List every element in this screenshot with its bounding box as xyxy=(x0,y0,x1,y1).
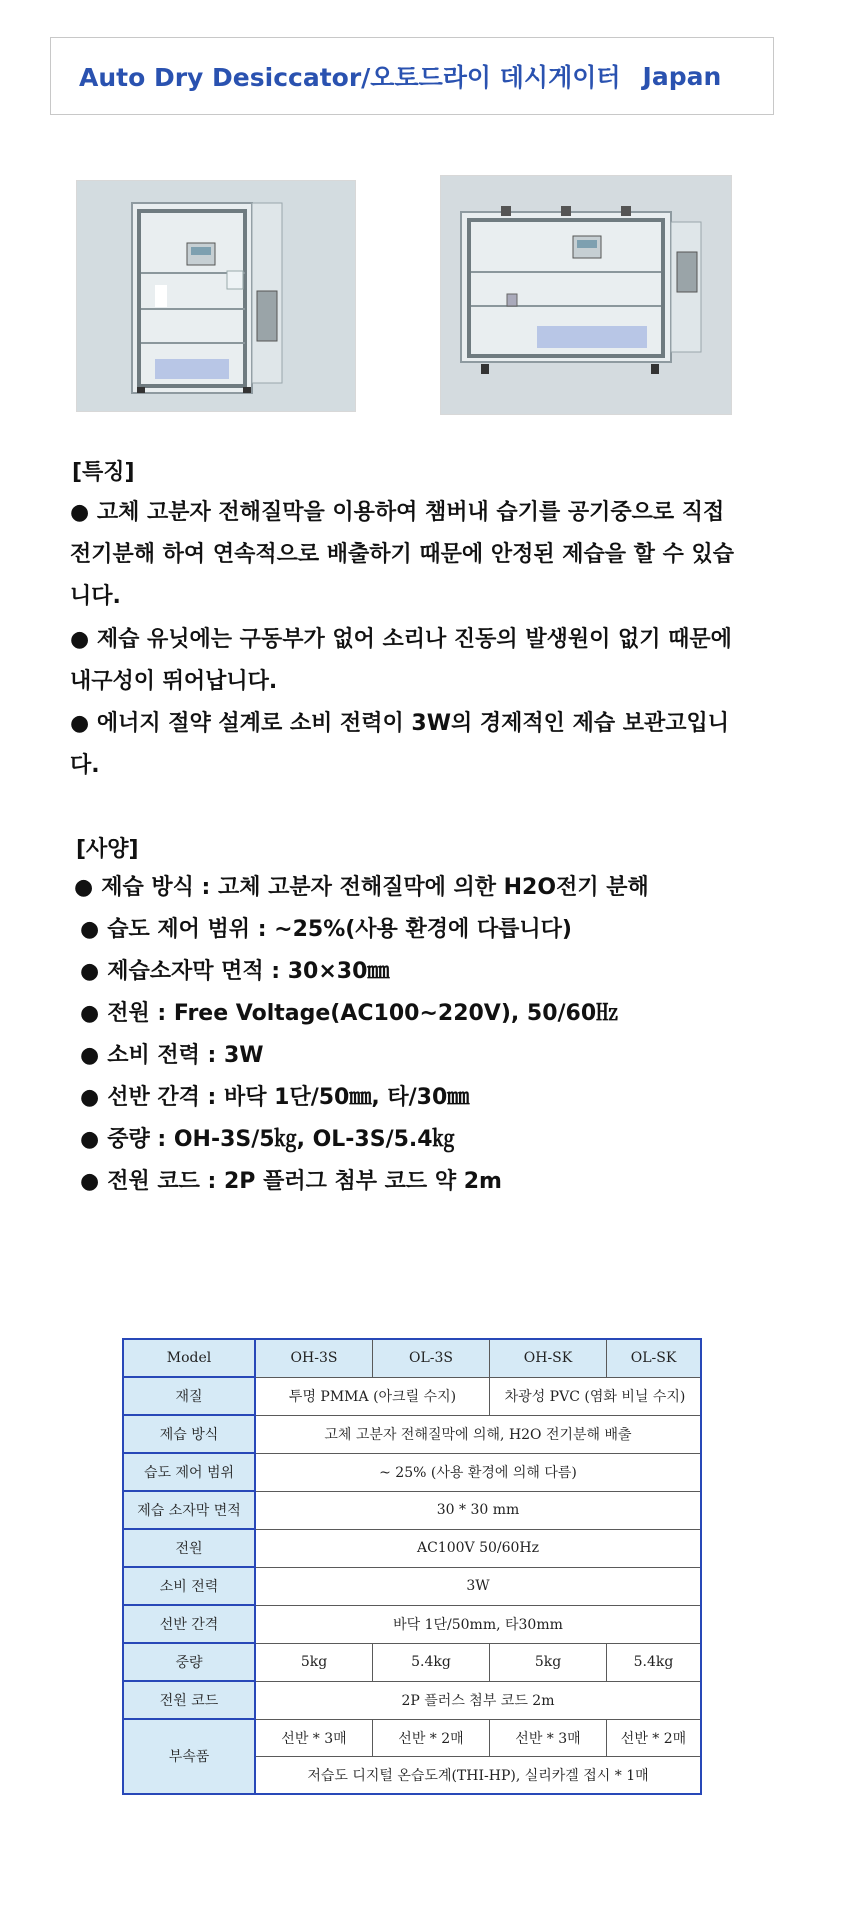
table-row xyxy=(123,1605,701,1643)
table-row xyxy=(123,1719,701,1756)
bullet-icon: ● xyxy=(80,1085,100,1110)
spec-item-text: 소비 전력 : 3W xyxy=(107,1043,264,1068)
desiccator-tall-image xyxy=(77,181,356,412)
desiccator-wide-image xyxy=(441,176,732,415)
bullet-icon: ● xyxy=(80,917,100,942)
table-cell: 선반 * 3매 xyxy=(490,1719,607,1756)
feature-item: ● 에너지 절약 설계로 소비 전력이 3W의 경제적인 제습 보관고입니다. xyxy=(70,711,730,778)
row-label: 중량 xyxy=(123,1643,255,1681)
title-box xyxy=(50,37,774,115)
bullet-icon: ● xyxy=(80,1169,100,1194)
table-row xyxy=(123,1567,701,1605)
spec-item-text: 제습 방식 : 고체 고분자 전해질막에 의한 H2O전기 분해 xyxy=(101,875,649,900)
spec-item-text: 중량 : OH-3S/5㎏, OL-3S/5.4㎏ xyxy=(107,1127,455,1152)
row-label: 소비 전력 xyxy=(123,1567,255,1605)
table-row xyxy=(123,1529,701,1567)
spec-item-text: 전원 코드 : 2P 플러그 첨부 코드 약 2m xyxy=(107,1169,502,1194)
bullet-icon: ● xyxy=(80,1043,100,1068)
desiccator-wide-photo xyxy=(440,175,732,415)
spec-table xyxy=(122,1338,702,1795)
spec-item xyxy=(80,912,572,943)
spec-item xyxy=(80,1164,502,1195)
product-title: Auto Dry Desiccator/오토드라이 데시게이터 xyxy=(79,63,621,92)
row-label: 전원 xyxy=(123,1529,255,1567)
header-oh-sk: OH-SK xyxy=(490,1339,607,1377)
row-label: 부속품 xyxy=(123,1719,255,1794)
bullet-icon: ● xyxy=(80,1127,100,1152)
table-row xyxy=(123,1377,701,1415)
table-cell: 선반 * 2매 xyxy=(607,1719,702,1756)
header-oh-3s: OH-3S xyxy=(255,1339,373,1377)
spec-item-text: 전원 : Free Voltage(AC100~220V), 50/60㎐ xyxy=(107,1001,619,1026)
table-cell: 선반 * 2매 xyxy=(373,1719,490,1756)
bullet-icon: ● xyxy=(80,1001,100,1026)
row-label: 선반 간격 xyxy=(123,1605,255,1643)
table-cell: 2P 플러스 첨부 코드 2m xyxy=(255,1681,701,1719)
bullet-icon: ● xyxy=(74,875,94,900)
row-label: 재질 xyxy=(123,1377,255,1415)
table-cell: 차광성 PVC (염화 비닐 수지) xyxy=(490,1377,702,1415)
table-cell: 선반 * 3매 xyxy=(255,1719,373,1756)
table-cell: 5.4kg xyxy=(607,1643,702,1681)
spec-item xyxy=(74,870,649,901)
table-row xyxy=(123,1491,701,1529)
origin-label: Japan xyxy=(642,61,722,91)
spec-item-text: 제습소자막 면적 : 30×30㎜ xyxy=(107,959,390,984)
features-heading: [특징] xyxy=(72,460,135,485)
table-cell: 바닥 1단/50mm, 타30mm xyxy=(255,1605,701,1643)
table-cell: ~ 25% (사용 환경에 의해 다름) xyxy=(255,1453,701,1491)
table-cell: 저습도 디지털 온습도계(THI-HP), 실리카겔 접시 * 1매 xyxy=(255,1756,701,1794)
row-label: 제습 소자막 면적 xyxy=(123,1491,255,1529)
spec-item-text: 선반 간격 : 바닥 1단/50㎜, 타/30㎜ xyxy=(107,1085,470,1110)
table-cell: 5kg xyxy=(490,1643,607,1681)
spec-item xyxy=(80,996,618,1027)
table-cell: 5kg xyxy=(255,1643,373,1681)
spec-item xyxy=(80,1080,469,1111)
row-label: 전원 코드 xyxy=(123,1681,255,1719)
table-cell: 5.4kg xyxy=(373,1643,490,1681)
table-cell: AC100V 50/60Hz xyxy=(255,1529,701,1567)
spec-item xyxy=(80,954,389,985)
header-ol-sk: OL-SK xyxy=(607,1339,702,1377)
specs-heading: [사양] xyxy=(76,837,139,862)
header-ol-3s: OL-3S xyxy=(373,1339,490,1377)
table-cell: 3W xyxy=(255,1567,701,1605)
table-row xyxy=(123,1681,701,1719)
table-cell: 고체 고분자 전해질막에 의해, H2O 전기분해 배출 xyxy=(255,1415,701,1453)
header-model: Model xyxy=(123,1339,255,1377)
table-row xyxy=(123,1339,701,1377)
table-cell: 투명 PMMA (아크릴 수지) xyxy=(255,1377,490,1415)
desiccator-tall-photo xyxy=(76,180,356,412)
table-row xyxy=(123,1453,701,1491)
table-cell: 30 * 30 mm xyxy=(255,1491,701,1529)
row-label: 제습 방식 xyxy=(123,1415,255,1453)
bullet-icon: ● xyxy=(80,959,100,984)
spec-item-text: 습도 제어 범위 : ~25%(사용 환경에 다릅니다) xyxy=(107,917,572,942)
spec-item xyxy=(80,1038,264,1069)
feature-item: ● 제습 유닛에는 구동부가 없어 소리나 진동의 발생원이 없기 때문에 내구성이 뛰어납니다. xyxy=(70,627,732,694)
row-label: 습도 제어 범위 xyxy=(123,1453,255,1491)
table-row xyxy=(123,1643,701,1681)
feature-item: ● 고체 고분자 전해질막을 이용하여 챔버내 습기를 공기중으로 직접 전기분해 하여 연속적으로 배출하기 때문에 안정된 제습을 할 수 있습니다. xyxy=(70,500,734,609)
spec-item xyxy=(80,1122,455,1153)
table-row xyxy=(123,1415,701,1453)
